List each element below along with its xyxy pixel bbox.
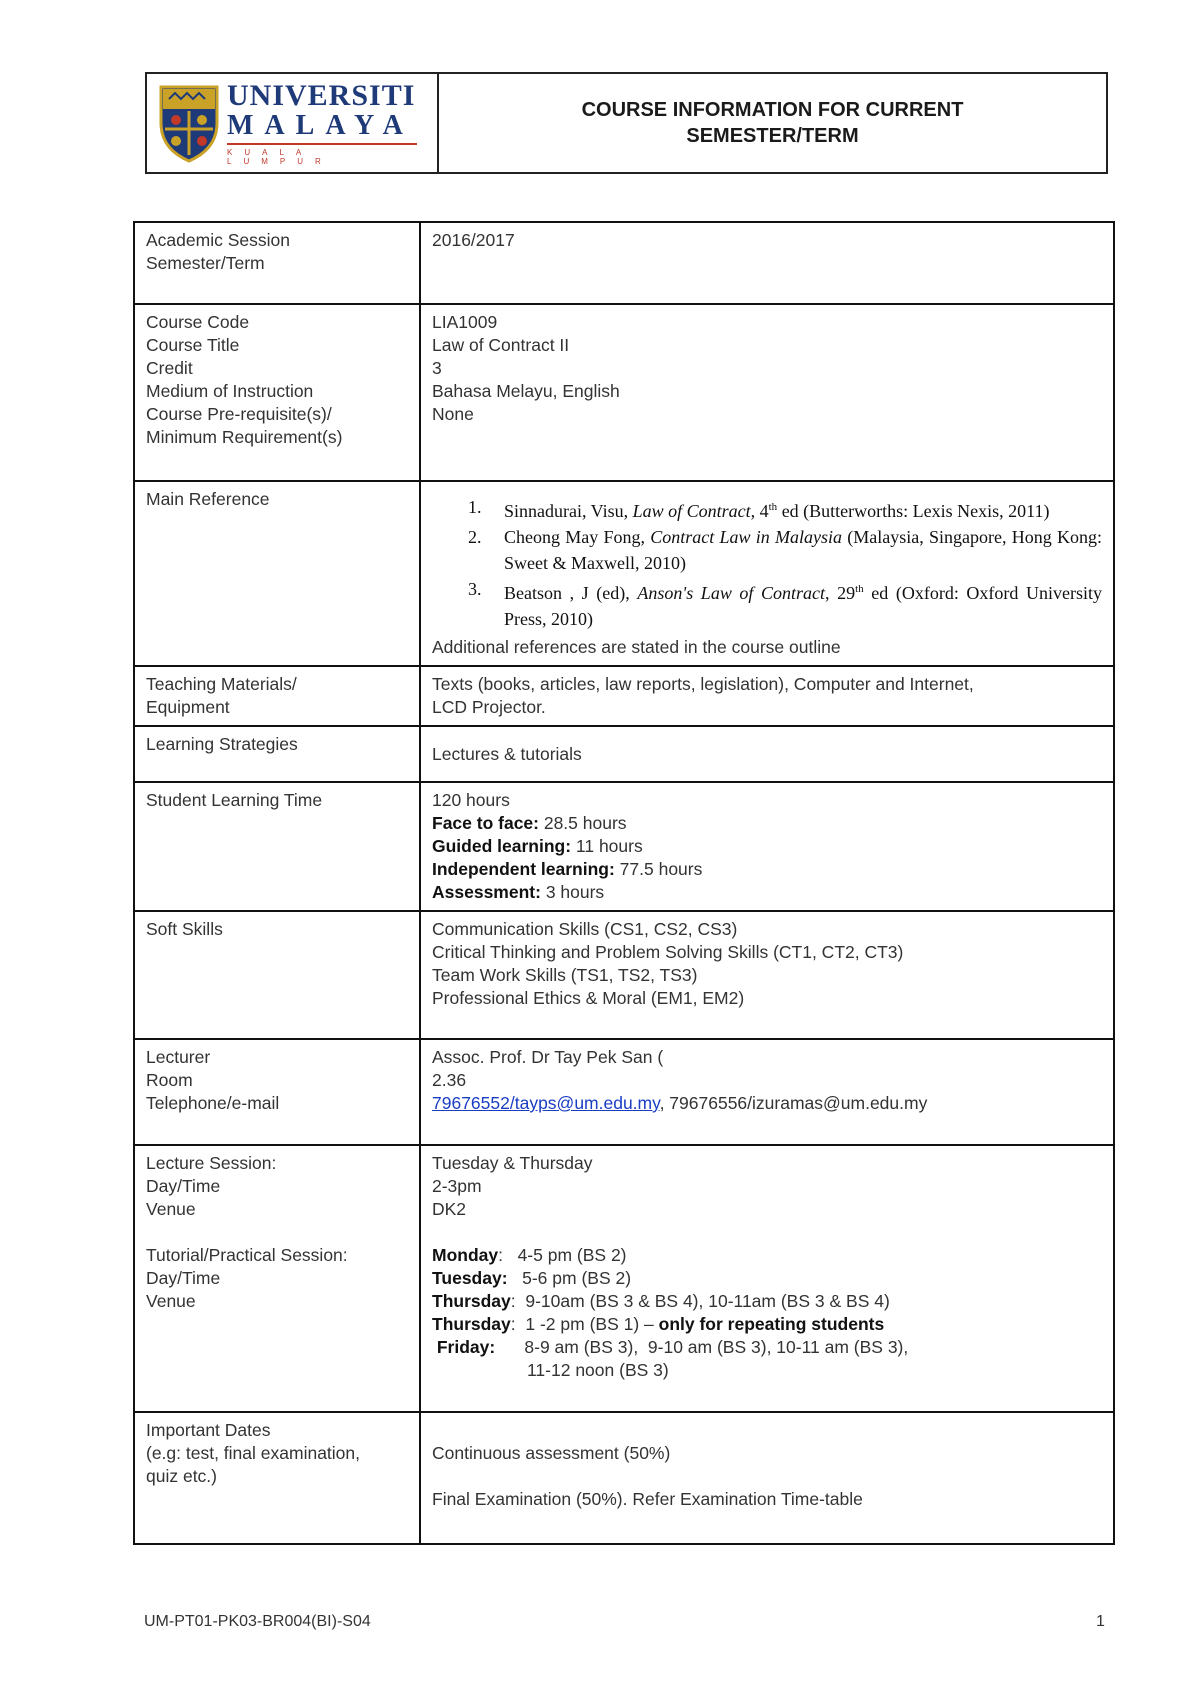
footer-document-code: UM-PT01-PK03-BR004(BI)-S04: [144, 1613, 371, 1630]
value-medium: Bahasa Melayu, English: [432, 381, 620, 401]
row-soft-skills: [134, 911, 1114, 1039]
value-continuous-assessment: Continuous assessment (50%): [432, 1443, 671, 1463]
tutorial-slot: Tuesday: 5-6 pm (BS 2): [432, 1268, 632, 1288]
reference-note: Additional references are stated in the course outline: [432, 637, 841, 657]
tutorial-slot-continued: 11-12 noon (BS 3): [527, 1360, 669, 1380]
value-course-code: LIA1009: [432, 312, 498, 332]
title-line-2: SEMESTER/TERM: [686, 125, 859, 147]
row-lecturer: [134, 1039, 1114, 1145]
value-materials-2: LCD Projector.: [432, 697, 546, 717]
footer-page-number: 1: [1096, 1613, 1105, 1630]
row-sessions: [134, 1145, 1114, 1412]
tutorial-slot: Friday: 8-9 am (BS 3), 9-10 am (BS 3), 10-11 am (BS 3),: [432, 1337, 909, 1357]
soft-skill-item: Communication Skills (CS1, CS2, CS3): [432, 919, 738, 939]
row-student-learning-time: [134, 782, 1114, 911]
label-student-learning-time: Student Learning Time: [146, 790, 323, 810]
soft-skill-item: Professional Ethics & Moral (EM1, EM2): [432, 988, 745, 1008]
label-venue: Venue: [146, 1199, 196, 1219]
value-prerequisite: None: [432, 404, 474, 424]
label-room: Room: [146, 1070, 193, 1090]
tutorial-slot: Thursday: 1 -2 pm (BS 1) – only for repeating students: [432, 1314, 885, 1334]
slt-item: Face to face: 28.5 hours: [432, 813, 627, 833]
value-course-title: Law of Contract II: [432, 335, 570, 355]
tutorial-slot: Monday: 4-5 pm (BS 2): [432, 1245, 627, 1265]
label-medium: Medium of Instruction: [146, 381, 314, 401]
value-final-examination: Final Examination (50%). Refer Examination Time-table: [432, 1489, 863, 1509]
label-learning-strategies: Learning Strategies: [146, 734, 298, 754]
label-semester-term: Semester/Term: [146, 253, 265, 273]
value-lecturer-name: Assoc. Prof. Dr Tay Pek San (: [432, 1047, 664, 1067]
label-lecture-session: Lecture Session:: [146, 1153, 277, 1173]
value-lecture-days: Tuesday & Thursday: [432, 1153, 593, 1173]
label-important-dates-quiz: quiz etc.): [146, 1466, 217, 1486]
label-course-title: Course Title: [146, 335, 240, 355]
row-academic-session: [134, 222, 1114, 304]
row-course: [134, 304, 1114, 481]
label-credit: Credit: [146, 358, 193, 378]
label-main-reference: Main Reference: [146, 489, 270, 509]
label-tutorial-session: Tutorial/Practical Session:: [146, 1245, 348, 1265]
email-link[interactable]: 79676552/tayps@um.edu.my: [432, 1093, 660, 1113]
row-learning-strategies: [134, 726, 1114, 782]
university-logo: [147, 74, 439, 172]
label-telephone-email: Telephone/e-mail: [146, 1093, 280, 1113]
label-day-time: Day/Time: [146, 1268, 221, 1288]
slt-item: Guided learning: 11 hours: [432, 836, 643, 856]
label-equipment: Equipment: [146, 697, 230, 717]
reference-item: 1. Sinnadurai, Visu, Law of Contract, 4th ed (Butterworths: Lexis Nexis, 2011): [468, 497, 1050, 521]
page-title: [439, 74, 1106, 172]
value-slt-total: 120 hours: [432, 790, 510, 810]
course-info-table: [133, 221, 1115, 1545]
slt-item: Assessment: 3 hours: [432, 882, 605, 902]
reference-list: [432, 494, 1102, 632]
value-lecture-time: 2-3pm: [432, 1176, 482, 1196]
soft-skill-item: Critical Thinking and Problem Solving Skills (CT1, CT2, CT3): [432, 942, 904, 962]
reference-item: 3. Beatson , J (ed), Anson's Law of Contract, 29th ed (Oxford: Oxford University Press, 2010): [468, 579, 1102, 629]
crest-icon: [157, 83, 221, 163]
label-soft-skills: Soft Skills: [146, 919, 223, 939]
tutorial-slot: Thursday: 9-10am (BS 3 & BS 4), 10-11am (BS 3 & BS 4): [432, 1291, 890, 1311]
slt-item: Independent learning: 77.5 hours: [432, 859, 703, 879]
document-header: [145, 72, 1108, 174]
label-prerequisite: Course Pre-requisite(s)/: [146, 404, 332, 424]
label-important-dates: Important Dates: [146, 1420, 271, 1440]
label-minimum-requirement: Minimum Requirement(s): [146, 427, 343, 447]
title-line-1: COURSE INFORMATION FOR CURRENT: [581, 99, 964, 121]
label-lecturer: Lecturer: [146, 1047, 211, 1067]
row-important-dates: [134, 1412, 1114, 1544]
value-academic-session: 2016/2017: [432, 230, 515, 250]
reference-item: 2. Cheong May Fong, Contract Law in Malaysia (Malaysia, Singapore, Hong Kong: Sweet & Maxwell, 2010): [468, 527, 1102, 573]
label-teaching-materials: Teaching Materials/: [146, 674, 297, 694]
value-room: 2.36: [432, 1070, 467, 1090]
label-important-dates-eg: (e.g: test, final examination,: [146, 1443, 360, 1463]
row-main-reference: [134, 481, 1114, 666]
value-materials-1: Texts (books, articles, law reports, legislation), Computer and Internet,: [432, 674, 974, 694]
label-venue: Venue: [146, 1291, 196, 1311]
soft-skill-item: Team Work Skills (TS1, TS2, TS3): [432, 965, 698, 985]
label-course-code: Course Code: [146, 312, 250, 332]
label-academic-session: Academic Session: [146, 230, 290, 250]
value-lecture-venue: DK2: [432, 1199, 467, 1219]
logo-malaya: MALAYA: [227, 109, 414, 141]
logo-universiti: UNIVERSITI: [227, 78, 416, 112]
value-credit: 3: [432, 358, 442, 378]
logo-kuala-lumpur: KUALA LUMPUR: [227, 143, 417, 166]
value-contact: 79676552/tayps@um.edu.my, 79676556/izuramas@um.edu.my: [432, 1093, 928, 1113]
label-day-time: Day/Time: [146, 1176, 221, 1196]
row-teaching-materials: [134, 666, 1114, 726]
value-learning-strategies: Lectures & tutorials: [432, 743, 582, 764]
